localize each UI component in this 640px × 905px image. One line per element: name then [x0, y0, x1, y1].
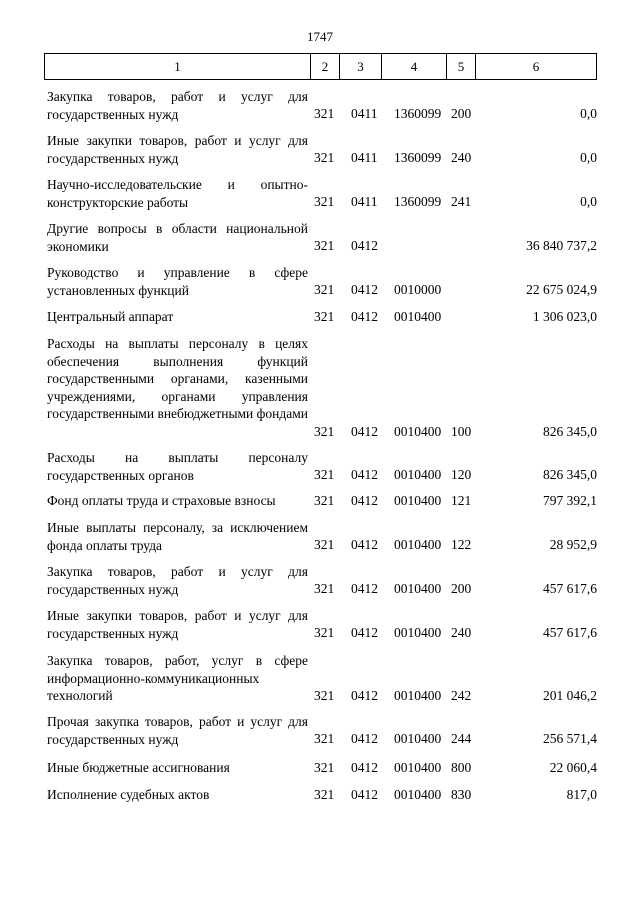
table-row — [0, 563, 640, 598]
row-code-4: 1360099 — [394, 106, 442, 122]
table-row — [0, 492, 640, 510]
table-row — [0, 607, 640, 642]
row-code-5: 242 — [451, 688, 472, 704]
header-col-5: 5 — [446, 54, 475, 79]
row-code-2: 321 — [314, 581, 335, 597]
row-name: Расходы на выплаты персоналу в целях обеспечения выполнения функций государственными органами, казенными учреждениями, органами управления государственными внебюджетными фондами — [47, 336, 309, 422]
row-amount: 826 345,0 — [543, 424, 597, 440]
row-name: Закупка товаров, работ и услуг для государственных нужд — [47, 564, 308, 597]
row-name: Закупка товаров, работ и услуг для государственных нужд — [47, 89, 308, 122]
row-code-3: 0412 — [351, 688, 378, 704]
row-code-2: 321 — [314, 537, 335, 553]
row-amount: 36 840 737,2 — [526, 238, 597, 254]
row-code-3: 0411 — [351, 194, 378, 210]
row-code-5: 200 — [451, 581, 472, 597]
row-code-2: 321 — [314, 282, 335, 298]
row-code-2: 321 — [314, 309, 335, 325]
table-row — [0, 519, 640, 554]
row-code-3: 0412 — [351, 787, 378, 803]
header-col-3: 3 — [339, 54, 381, 79]
table-row — [0, 308, 640, 326]
row-code-4: 0010000 — [394, 282, 442, 298]
row-code-4: 0010400 — [394, 688, 442, 704]
row-amount: 22 675 024,9 — [526, 282, 597, 298]
row-name: Прочая закупка товаров, работ и услуг для государственных нужд — [47, 714, 308, 747]
row-amount: 797 392,1 — [543, 493, 597, 509]
table-row — [0, 759, 640, 777]
row-code-5: 240 — [451, 150, 472, 166]
row-code-3: 0411 — [351, 150, 378, 166]
row-code-2: 321 — [314, 731, 335, 747]
row-code-3: 0412 — [351, 581, 378, 597]
row-amount: 457 617,6 — [543, 581, 597, 597]
row-name: Исполнение судебных актов — [47, 787, 210, 802]
row-code-4: 0010400 — [394, 424, 442, 440]
table-row — [0, 713, 640, 748]
row-code-3: 0412 — [351, 424, 378, 440]
table-row — [0, 335, 640, 441]
table-row — [0, 88, 640, 123]
row-code-5: 800 — [451, 760, 472, 776]
row-code-4: 0010400 — [394, 731, 442, 747]
row-name: Расходы на выплаты персоналу государственных органов — [47, 450, 308, 483]
row-amount: 0,0 — [580, 194, 597, 210]
row-code-2: 321 — [314, 787, 335, 803]
row-amount: 28 952,9 — [549, 537, 597, 553]
row-name: Иные выплаты персоналу, за исключением фонда оплаты труда — [47, 520, 308, 553]
row-name: Руководство и управление в сфере установленных функций — [47, 265, 308, 298]
table-row — [0, 449, 640, 484]
row-code-2: 321 — [314, 106, 335, 122]
table-row — [0, 176, 640, 211]
row-name: Иные закупки товаров, работ и услуг для государственных нужд — [47, 133, 308, 166]
row-code-5: 240 — [451, 625, 472, 641]
row-code-5: 122 — [451, 537, 472, 553]
row-amount: 201 046,2 — [543, 688, 597, 704]
row-code-2: 321 — [314, 194, 335, 210]
row-name: Другие вопросы в области национальной экономики — [47, 221, 308, 254]
row-code-3: 0412 — [351, 760, 378, 776]
row-code-2: 321 — [314, 688, 335, 704]
row-code-4: 0010400 — [394, 581, 442, 597]
row-amount: 457 617,6 — [543, 625, 597, 641]
row-amount: 22 060,4 — [549, 760, 597, 776]
row-code-3: 0412 — [351, 625, 378, 641]
table-row — [0, 264, 640, 299]
row-code-4: 0010400 — [394, 787, 442, 803]
row-amount: 0,0 — [580, 150, 597, 166]
row-name: Закупка товаров, работ, услуг в сфере информационно-коммуникационных технологий — [47, 653, 308, 704]
row-code-4: 0010400 — [394, 760, 442, 776]
row-name: Центральный аппарат — [47, 309, 174, 324]
row-name: Научно-исследовательские и опытно-конструкторские работы — [47, 177, 308, 210]
row-code-4: 0010400 — [394, 625, 442, 641]
row-code-3: 0412 — [351, 467, 378, 483]
row-code-2: 321 — [314, 467, 335, 483]
row-name: Фонд оплаты труда и страховые взносы — [47, 493, 276, 508]
row-code-5: 120 — [451, 467, 472, 483]
header-col-2: 2 — [310, 54, 339, 79]
row-code-2: 321 — [314, 424, 335, 440]
row-code-3: 0412 — [351, 238, 378, 254]
table-row — [0, 652, 640, 705]
row-code-5: 244 — [451, 731, 472, 747]
row-code-2: 321 — [314, 238, 335, 254]
row-code-3: 0412 — [351, 731, 378, 747]
row-code-3: 0412 — [351, 537, 378, 553]
page-number: 1747 — [307, 29, 333, 44]
row-code-5: 830 — [451, 787, 472, 803]
row-code-4: 0010400 — [394, 467, 442, 483]
row-name: Иные бюджетные ассигнования — [47, 760, 230, 775]
row-code-5: 241 — [451, 194, 472, 210]
row-amount: 817,0 — [566, 787, 597, 803]
row-amount: 826 345,0 — [543, 467, 597, 483]
row-code-2: 321 — [314, 760, 335, 776]
header-col-4: 4 — [381, 54, 446, 79]
row-code-4: 0010400 — [394, 493, 442, 509]
row-code-4: 1360099 — [394, 150, 442, 166]
row-code-2: 321 — [314, 493, 335, 509]
row-amount: 256 571,4 — [543, 731, 597, 747]
table-row — [0, 132, 640, 167]
header-col-1: 1 — [174, 58, 181, 74]
row-code-4: 0010400 — [394, 309, 442, 325]
header-col-6: 6 — [475, 54, 596, 79]
row-amount: 1 306 023,0 — [532, 309, 597, 325]
row-code-4: 1360099 — [394, 194, 442, 210]
row-code-5: 200 — [451, 106, 472, 122]
row-code-4: 0010400 — [394, 537, 442, 553]
row-code-2: 321 — [314, 150, 335, 166]
row-code-3: 0412 — [351, 282, 378, 298]
table-row — [0, 786, 640, 804]
row-code-3: 0412 — [351, 493, 378, 509]
row-name: Иные закупки товаров, работ и услуг для государственных нужд — [47, 608, 308, 641]
row-amount: 0,0 — [580, 106, 597, 122]
row-code-3: 0411 — [351, 106, 378, 122]
row-code-3: 0412 — [351, 309, 378, 325]
row-code-2: 321 — [314, 625, 335, 641]
row-code-5: 100 — [451, 424, 472, 440]
table-row — [0, 220, 640, 255]
row-code-5: 121 — [451, 493, 472, 509]
